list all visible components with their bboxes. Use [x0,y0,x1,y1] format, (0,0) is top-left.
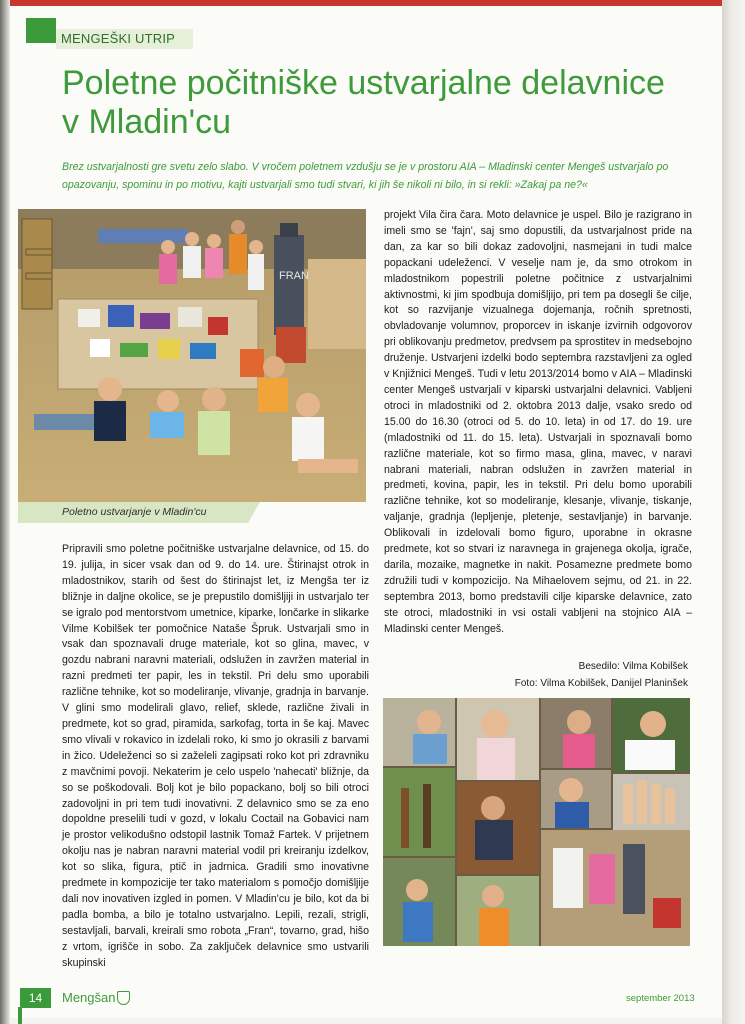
article-body-left: Pripravili smo poletne počitniške ustvarjalne delavnice, od 15. do 19. julija, in sicer vsak dan od 9. do 14. ure. Štirinajst otrok in mladostnikov, starih od šest do štirinajst let, iz Mengša ter iz bližnje in daljne okolice, se je prepustilo domišljiji in ustvarjalo ter se igralo pod mentorstvom umetnice, kiparke, lončarke in slikarke Vilme Kobilšek ter pomočnice Nataše Špruk. Ustvarjali smo in vsak dan spoznavali druge materiale, kot so glina, mavec, v gozdu nabrani naravni materiali, odslužen in zavržen material in razni predmeti ter papir, les in tekstil. Pri delu smo uporabili različne tehnike, kot so modeliranje, vlivanje, gradnja in barvanje. V glini smo modelirali glavo, relief, sklede, različne živali in predmete, kot so grad, piramida, sarkofag, torta in še kaj. Mavec smo vlivali v rokavico in izdelali roko, ki smo jo okrasili z barvami in žico. Udeleženci so si zaželeli zagipsati roko kot pri zdravniku z mavčnimi povoji. Nekaterim je celo uspelo 'nahecati' bližnje, da so se poškodovali. Bolj kot je bilo popackano, bolj so bili otroci zadovoljni in pri tem tudi inovativni. Z delavnico smo se za eno dopoldne preselili tudi v gozd, v lokalu Coctail na Gobavici nam je prostor velikodušno odstopil lastnik Tomaž Fartek. V prijetnem okolju nas je nabran naravni material vodil pri kreiranju izdelkov, kot so slika, figura, ptič in jadrnica. Gradili smo inovativne predmete in kompozicije ter tako materialom s pomočjo domišljije dali nov inovativen izgled in pomen. V Mladin'cu je bilo, kot da bi padla bomba, a bilo je totalno ustvarjalno. Lepili, rezali, strigli, sestavljali, barvali, kreirali smo robota „Fran“, tovarno, grad, hišo z vrtom, igrišče in sobo. Za zaključek delavnice smo ustvarili skupinski [62,543,369,969]
page-gutter [0,0,10,1024]
title-line-1: Poletne počitniške ustvarjalne delavnice [62,64,665,102]
article-body-right: projekt Vila čira čara. Moto delavnice je uspel. Bilo je razigrano in imeli smo se 'fajn', saj smo dopustili, da ustvarjalnost pride na dan, za kar so bili dokaz zadovoljni, nasmejani in tudi malce popackani udeleženci. V veselje nam je, da smo otrokom in mladostnikom popestrili poletne počitnice z ustvarjalnimi aktivnostmi, ki jim spodbuja domišljijo, pri tem pa dosegli še cilje, kot so razvijanje vizualnega dojemanja, ročnih spretnosti, obvladovanje volumnov, proporcev in iskanje izvirnih odgovorov pri oblikovanju predmetov, predvsem pa sprostitev in medsebojno druženje. Ustvarjeni izdelki bodo septembra razstavljeni za ogled v Knjižnici Mengeš. Tudi v letu 2013/2014 bomo v AIA – Mladinski center Mengeš ustvarjali v kiparski ustvarjalni delavnici. Vabljeni otroci in mladostniki od 2. oktobra 2013 dalje, vsako sredo od 15.00 do 16.30 (otroci od 5. do 10. leta) in od 17. do 19. ure (mladostniki od 11. do 15. leta). Ustvarjali in spoznavali bomo različne materiale, kot so firmo masa, glina, mavec, v naravi nabrani materiali, nabran odslužen in zavržen material in predmeti, kovina, papir, les in tekstil. Pri delu bomo uporabili različne tehnike, kot so modeliranje, klesanje, vlivanje, tiskanje, valjanje, gradnja (lepljenje, pletenje, sestavljanje) in barvanje. Oblikovali in izdelovali bomo figuro, uporabne in okrasne predmete, kot so stvari iz naravnega in grajenega okolja, igrače, darila, mozaike, magnetke in nakit. Posamezne predmete bomo združili tudi v kompozicijo. Na Mihaelovem sejmu, od 21. in 22. septembra 2013, bomo predstavili cilje kiparske delavnice, zato ste otroci, mladostniki in vsi ostali vabljeni na stojnico AIA – Mladinski center Mengeš. [384,209,692,635]
photo-caption: Poletno ustvarjanje v Mladin'cu [18,502,248,523]
crest-icon [117,991,130,1005]
section-label: MENGEŠKI UTRIP [56,29,193,49]
text-credit: Besedilo: Vilma Kobilšek [578,661,688,672]
page-number: 14 [20,988,51,1008]
robot-sign: FRAN [279,270,309,282]
photo-credit: Foto: Vilma Kobilšek, Danijel Planinšek [514,678,688,689]
title-line-2: v Mladin'cu [62,103,232,141]
article-lead: Brez ustvarjalnosti gre svetu zelo slabo. V vročem poletnem vzdušju se je v prostoru AIA – Mladinski center Mengeš ustvarjalo po opazovanju, spominu in po motivu, kajti ustvarjali smo tudi stvari, ki jih še nikoli ni bilo, in si rekli: »Zakaj pa ne?« [62,161,669,191]
publication-name: Mengšan [62,990,116,1005]
workshop-photo [18,209,366,502]
top-color-band [10,0,722,6]
workshop-photo-illustration [18,209,366,502]
caption-tail [248,502,260,523]
article-credits [384,658,688,692]
section-marker [26,18,56,43]
article-title [62,64,702,142]
photo-collage [383,698,690,946]
footer-accent [18,1007,22,1024]
issue-date: september 2013 [626,993,695,1004]
collage-illustration [383,698,690,946]
page-edge [722,0,745,1024]
